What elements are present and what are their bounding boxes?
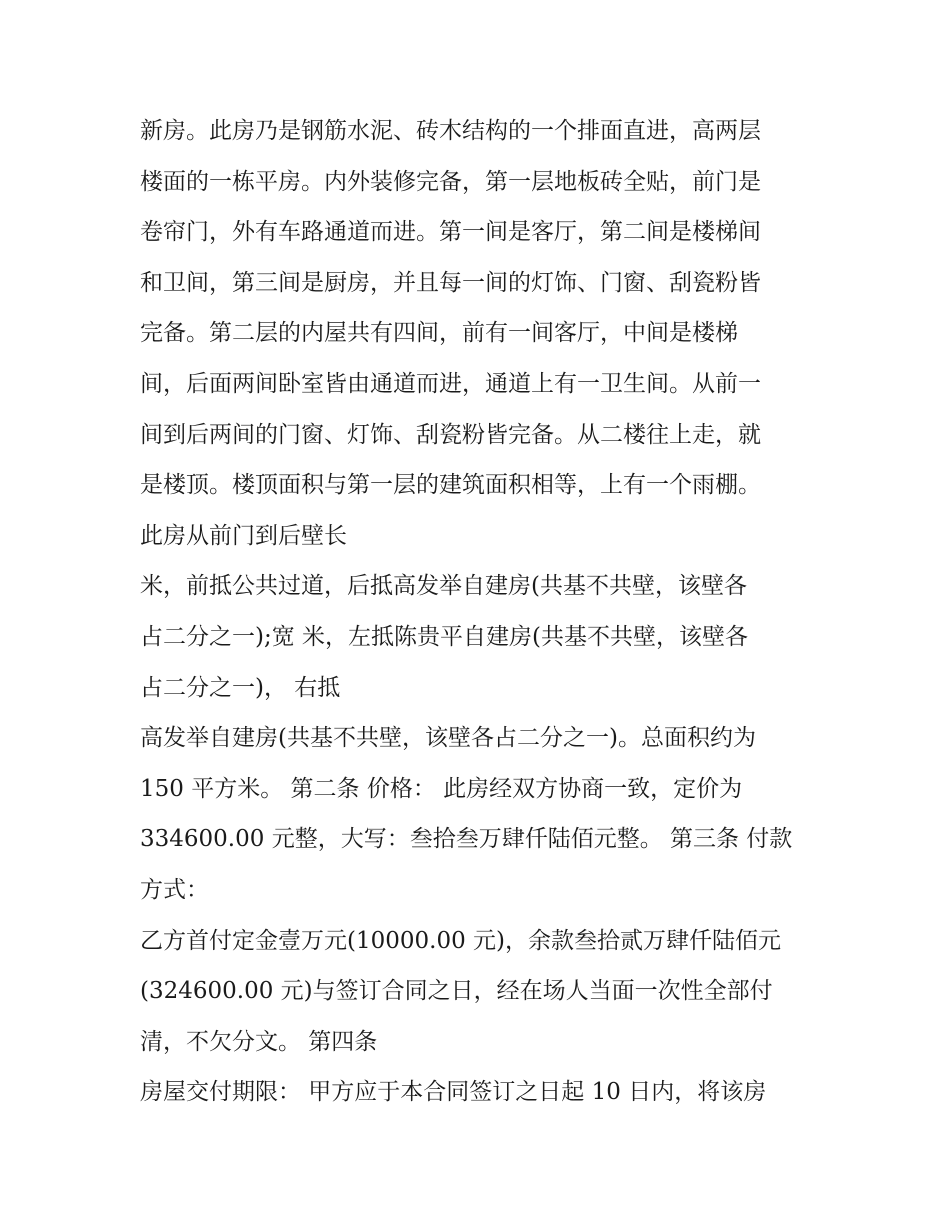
- contract-body-text: [140, 106, 820, 1118]
- text-line: 卷帘门，外有车路通道而进。第一间是客厅，第二间是楼梯间: [140, 219, 761, 246]
- text-line: 是楼顶。楼顶面积与第一层的建筑面积相等，上有一个雨棚。: [140, 472, 761, 499]
- text-line: 方式：: [140, 876, 209, 903]
- text-line: (324600.00 元)与签订合同之日，经在场人当面一次性全部付: [140, 978, 773, 1005]
- text-line: 新房。此房乃是钢筋水泥、砖木结构的一个排面直进，高两层: [140, 118, 761, 144]
- text-line: 高发举自建房(共基不共壁，该壁各占二分之一)。总面积约为: [140, 725, 756, 752]
- text-line: 间到后两间的门窗、灯饰、刮瓷粉皆完备。从二楼往上走，就: [140, 421, 761, 448]
- text-line: 楼面的一栋平房。内外装修完备，第一层地板砖全贴，前门是: [140, 168, 761, 195]
- text-line: 间，后面两间卧室皆由通道而进，通道上有一卫生间。从前一: [140, 370, 761, 397]
- text-line: 334600.00 元整，大写：叁拾叁万肆仟陆佰元整。 第三条 付款: [140, 826, 793, 853]
- text-line: 清，不欠分文。 第四条: [140, 1028, 378, 1055]
- text-line: 占二分之一);宽 米，左抵陈贵平自建房(共基不共壁，该壁各: [140, 623, 749, 650]
- text-line: 米，前抵公共过道，后抵高发举自建房(共基不共壁，该壁各: [140, 573, 747, 600]
- text-line: 此房从前门到后壁长: [140, 522, 347, 549]
- text-line: 乙方首付定金壹万元(10000.00 元)，余款叁拾贰万肆仟陆佰元: [140, 927, 782, 954]
- text-line: 150 平方米。 第二条 价格： 此房经双方协商一致，定价为: [140, 775, 743, 802]
- text-line: 完备。第二层的内屋共有四间，前有一间客厅，中间是楼梯: [140, 320, 738, 347]
- text-line: 和卫间，第三间是厨房，并且每一间的灯饰、门窗、刮瓷粉皆: [140, 269, 761, 296]
- text-line: 占二分之一)， 右抵: [140, 674, 341, 701]
- text-line: 房屋交付期限： 甲方应于本合同签订之日起 10 日内，将该房: [140, 1079, 767, 1106]
